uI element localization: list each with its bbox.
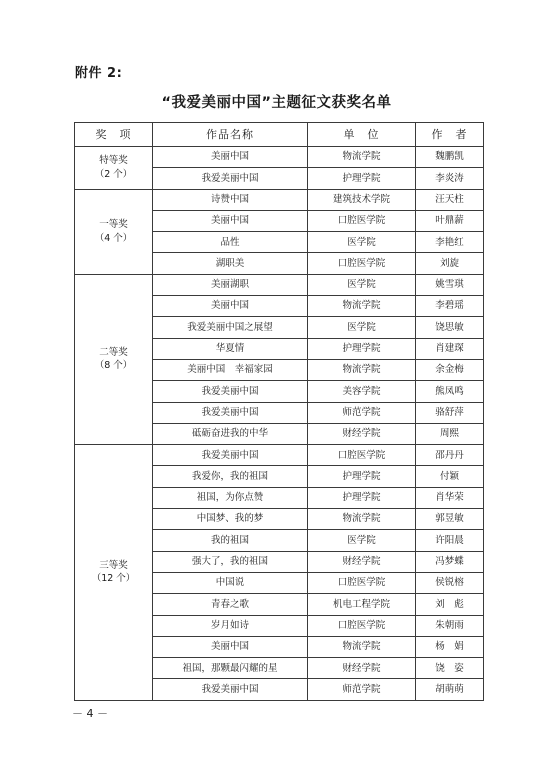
unit-cell: 口腔医学院: [308, 572, 416, 593]
work-title-cell: 美丽中国: [153, 296, 308, 317]
work-title-cell: 美丽湖职: [153, 274, 308, 295]
author-cell: 郭昱敏: [416, 509, 484, 530]
author-cell: 骆舒萍: [416, 402, 484, 423]
work-title-cell: 青春之歌: [153, 594, 308, 615]
work-title-cell: 我爱美丽中国之展望: [153, 317, 308, 338]
work-title-cell: 中国梦、我的梦: [153, 509, 308, 530]
author-cell: 付颖: [416, 466, 484, 487]
unit-cell: 护理学院: [308, 466, 416, 487]
work-title-cell: 岁月如诗: [153, 615, 308, 636]
unit-cell: 物流学院: [308, 509, 416, 530]
author-cell: 杨 娟: [416, 636, 484, 657]
page-title: “我爱美丽中国”主题征文获奖名单: [161, 95, 392, 111]
work-title-cell: 我爱美丽中国: [153, 679, 308, 700]
award-level-cell: [75, 274, 153, 444]
unit-cell: 口腔医学院: [308, 615, 416, 636]
unit-cell: 财经学院: [308, 423, 416, 444]
award-level: 特等奖: [99, 155, 128, 167]
unit-cell: 医学院: [308, 530, 416, 551]
author-cell: 许阳晨: [416, 530, 484, 551]
author-cell: 李艳红: [416, 232, 484, 253]
author-cell: 饶 姿: [416, 658, 484, 679]
unit-cell: 机电工程学院: [308, 594, 416, 615]
table-header-row: [75, 123, 484, 147]
author-cell: 刘 彪: [416, 594, 484, 615]
author-cell: 熊凤鸣: [416, 381, 484, 402]
award-count: （12 个）: [91, 573, 136, 585]
work-title-cell: 美丽中国: [153, 210, 308, 231]
table-row: [75, 274, 484, 295]
author-cell: 邵丹丹: [416, 445, 484, 466]
author-cell: 朱朝雨: [416, 615, 484, 636]
unit-cell: 护理学院: [308, 168, 416, 189]
unit-cell: 财经学院: [308, 658, 416, 679]
annex-label: 附件 2:: [75, 66, 123, 81]
award-table: [74, 122, 484, 701]
author-cell: 李碧瑶: [416, 296, 484, 317]
table-row: [75, 445, 484, 466]
author-cell: 肖华荣: [416, 487, 484, 508]
work-title-cell: 中国说: [153, 572, 308, 593]
award-count: （8 个）: [94, 360, 133, 372]
award-level: 一等奖: [99, 218, 128, 230]
award-level-cell: [75, 147, 153, 190]
work-title-cell: 我爱你，我的祖国: [153, 466, 308, 487]
author-cell: 冯梦蝶: [416, 551, 484, 572]
award-level-cell: [75, 445, 153, 701]
unit-cell: 医学院: [308, 232, 416, 253]
table-row: [75, 147, 484, 168]
work-title-cell: 美丽中国: [153, 147, 308, 168]
award-level-cell: [75, 189, 153, 274]
work-title-cell: 美丽中国: [153, 636, 308, 657]
header-author: 作 者: [416, 123, 484, 147]
author-cell: 饶思敏: [416, 317, 484, 338]
header-award: 奖 项: [75, 123, 153, 147]
header-work-title: 作品名称: [153, 123, 308, 147]
unit-cell: 物流学院: [308, 296, 416, 317]
author-cell: 侯锐榕: [416, 572, 484, 593]
unit-cell: 物流学院: [308, 359, 416, 380]
author-cell: 周熙: [416, 423, 484, 444]
author-cell: 李炎涛: [416, 168, 484, 189]
unit-cell: 师范学院: [308, 402, 416, 423]
page-number: － 4 －: [72, 707, 108, 720]
author-cell: 姚雪琪: [416, 274, 484, 295]
work-title-cell: 湖职美: [153, 253, 308, 274]
work-title-cell: 我爱美丽中国: [153, 168, 308, 189]
unit-cell: 口腔医学院: [308, 445, 416, 466]
work-title-cell: 砥砺奋进我的中华: [153, 423, 308, 444]
author-cell: 刘旋: [416, 253, 484, 274]
author-cell: 肖建琛: [416, 338, 484, 359]
unit-cell: 美容学院: [308, 381, 416, 402]
author-cell: 汪天柱: [416, 189, 484, 210]
work-title-cell: 诗赞中国: [153, 189, 308, 210]
award-rows: [75, 147, 484, 701]
award-count: （2 个）: [94, 168, 133, 180]
unit-cell: 护理学院: [308, 487, 416, 508]
unit-cell: 医学院: [308, 274, 416, 295]
award-count: （4 个）: [94, 232, 133, 244]
unit-cell: 医学院: [308, 317, 416, 338]
work-title-cell: 祖国，那颗最闪耀的星: [153, 658, 308, 679]
unit-cell: 师范学院: [308, 679, 416, 700]
author-cell: 余金梅: [416, 359, 484, 380]
author-cell: 魏鹏凯: [416, 147, 484, 168]
award-level: 三等奖: [99, 559, 128, 571]
work-title-cell: 祖国，为你点赞: [153, 487, 308, 508]
table-row: [75, 189, 484, 210]
unit-cell: 物流学院: [308, 147, 416, 168]
work-title-cell: 强大了，我的祖国: [153, 551, 308, 572]
work-title-cell: 我的祖国: [153, 530, 308, 551]
unit-cell: 口腔医学院: [308, 253, 416, 274]
work-title-cell: 品性: [153, 232, 308, 253]
unit-cell: 建筑技术学院: [308, 189, 416, 210]
unit-cell: 口腔医学院: [308, 210, 416, 231]
work-title-cell: 我爱美丽中国: [153, 402, 308, 423]
work-title-cell: 我爱美丽中国: [153, 381, 308, 402]
work-title-cell: 美丽中国 幸福家园: [153, 359, 308, 380]
unit-cell: 物流学院: [308, 636, 416, 657]
work-title-cell: 我爱美丽中国: [153, 445, 308, 466]
award-level: 二等奖: [99, 346, 128, 358]
work-title-cell: 华夏情: [153, 338, 308, 359]
author-cell: 胡萌萌: [416, 679, 484, 700]
header-unit: 单 位: [308, 123, 416, 147]
unit-cell: 护理学院: [308, 338, 416, 359]
unit-cell: 财经学院: [308, 551, 416, 572]
author-cell: 叶鼎薪: [416, 210, 484, 231]
